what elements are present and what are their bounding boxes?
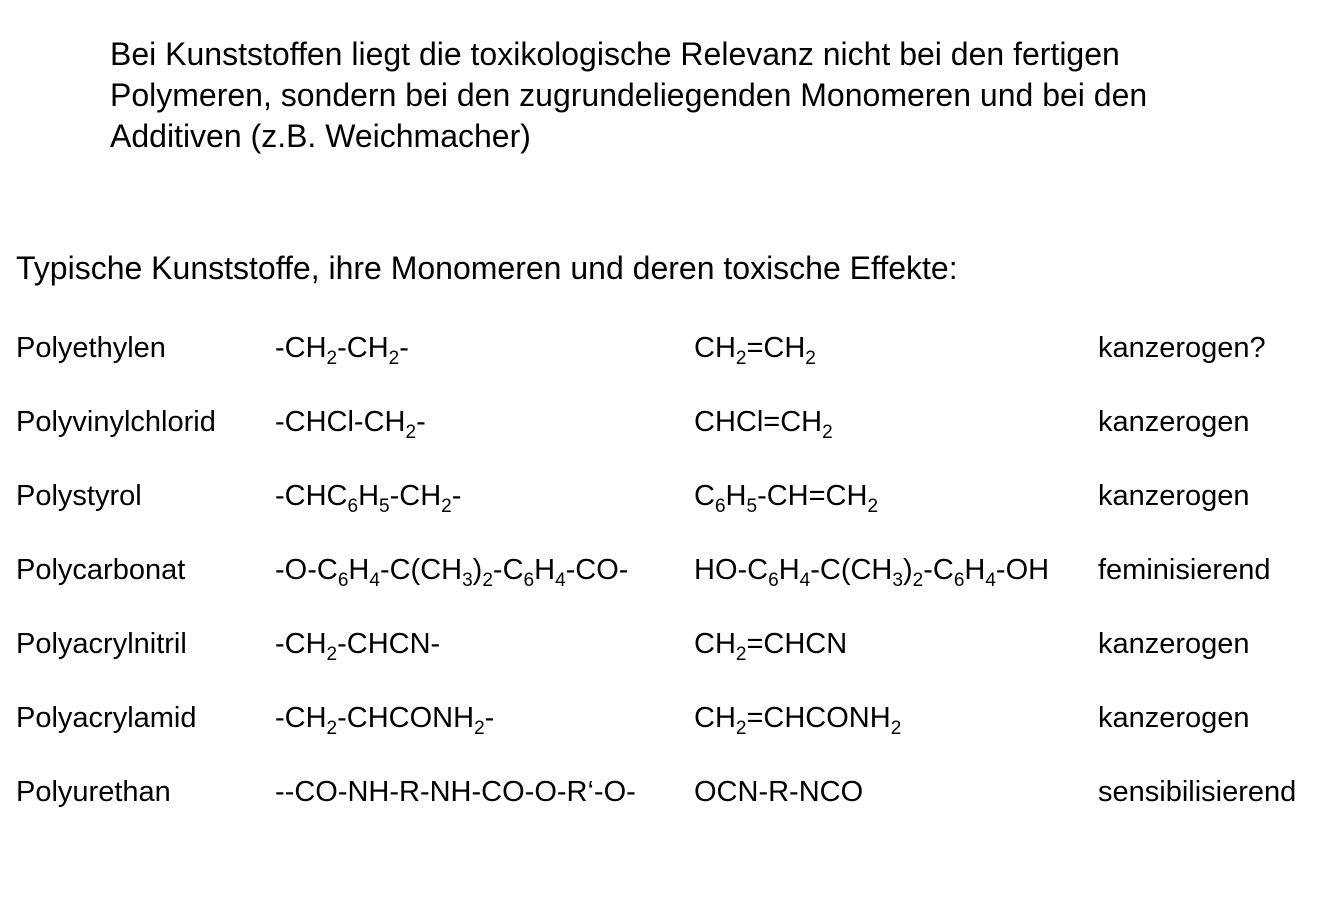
formula-subscript: 2 [326, 644, 338, 665]
formula-subscript: 2 [735, 348, 747, 369]
formula-subscript: 2 [822, 422, 833, 443]
formula-subscript: 4 [985, 570, 996, 591]
toxic-effect: kanzerogen [1098, 480, 1250, 512]
formula-text: -OH [995, 554, 1050, 586]
formula-subscript: 6 [347, 496, 359, 517]
formula-segment [275, 776, 636, 808]
formula-segment [534, 554, 566, 591]
table-heading: Typische Kunststoffe, ihre Monomeren und deren toxische Effekte: [16, 250, 958, 286]
formula-segment [566, 554, 629, 586]
formula-segment [725, 480, 758, 517]
formula-text: OCN-R-NCO [694, 776, 864, 808]
toxic-effect: kanzerogen [1098, 406, 1250, 438]
formula-text: -C(CH [810, 554, 893, 586]
toxic-effect: kanzerogen? [1098, 332, 1266, 364]
monomer-formula [694, 550, 1049, 590]
formula-text: -CHCONH [337, 702, 475, 734]
formula-segment [348, 554, 380, 591]
formula-segment [358, 480, 390, 517]
formula-text: ) [472, 554, 483, 586]
table-row [16, 698, 1326, 772]
formula-text: -CH=CH [757, 480, 868, 512]
formula-subscript: 2 [388, 348, 400, 369]
formula-segment [746, 332, 816, 369]
plastic-name: Polyacrylnitril [16, 628, 187, 660]
formula-subscript: 2 [867, 496, 879, 517]
formula-text: CHCl=CH [694, 406, 823, 438]
formula-subscript: 6 [953, 570, 965, 591]
formula-text: - [451, 480, 462, 512]
polymer-formula [275, 550, 628, 590]
formula-subscript: 2 [482, 570, 493, 591]
formula-text: -CH [389, 480, 442, 512]
plastic-name: Polystyrol [16, 480, 142, 512]
formula-text: -CHC [275, 480, 348, 512]
monomer-formula [694, 698, 901, 738]
formula-segment [337, 332, 400, 369]
formula-text: -CH [275, 702, 327, 734]
polymer-formula [275, 624, 440, 664]
formula-subscript: 3 [462, 570, 473, 591]
formula-text: CH [694, 628, 736, 660]
table-row [16, 624, 1326, 698]
formula-segment [275, 554, 349, 591]
formula-segment [399, 332, 409, 364]
polymer-formula [275, 698, 494, 738]
monomer-formula [694, 476, 878, 516]
formula-text: H [778, 554, 800, 586]
formula-text: H [534, 554, 556, 586]
monomer-formula [694, 402, 833, 442]
table-row [16, 550, 1326, 624]
formula-text: -CO- [565, 554, 629, 586]
formula-text: H [358, 480, 380, 512]
formula-text: -CHCl-CH [275, 406, 406, 438]
formula-subscript: 4 [369, 570, 380, 591]
intro-line: Bei Kunststoffen liegt die toxikologische Relevanz nicht bei den fertigen [110, 36, 1120, 72]
formula-segment [694, 554, 779, 591]
formula-text: -C [492, 554, 524, 586]
formula-segment [746, 628, 847, 660]
formula-segment [964, 554, 996, 591]
table-row [16, 328, 1326, 402]
formula-text: -CH [275, 332, 327, 364]
table-row [16, 476, 1326, 550]
formula-segment [275, 406, 417, 443]
formula-segment [337, 702, 485, 739]
table-row [16, 772, 1326, 846]
formula-segment [694, 480, 726, 517]
formula-text: =CHCN [746, 628, 848, 660]
formula-subscript: 5 [379, 496, 390, 517]
formula-subscript: 6 [768, 570, 779, 591]
formula-segment [275, 480, 359, 517]
formula-subscript: 2 [735, 644, 747, 665]
polymer-formula [275, 772, 636, 812]
formula-text: - [416, 406, 426, 438]
formula-text: - [484, 702, 495, 734]
formula-segment [694, 332, 747, 369]
formula-segment [472, 554, 493, 591]
formula-segment [275, 702, 338, 739]
formula-text: -CH [337, 332, 389, 364]
plastic-name: Polycarbonat [16, 554, 186, 586]
formula-subscript: 6 [523, 570, 535, 591]
formula-subscript: 2 [405, 422, 417, 443]
formula-segment [746, 702, 902, 739]
formula-text: HO-C [694, 554, 769, 586]
formula-subscript: 6 [337, 570, 349, 591]
formula-subscript: 4 [799, 570, 811, 591]
formula-segment [379, 554, 473, 591]
formula-subscript: 2 [326, 718, 338, 739]
formula-text: H [964, 554, 986, 586]
formula-text: CH [694, 702, 736, 734]
plastic-name: Polyacrylamid [16, 702, 197, 734]
formula-segment [275, 628, 338, 665]
formula-segment [810, 554, 903, 591]
formula-text: -CH [275, 628, 327, 660]
formula-text: --CO-NH-R-NH-CO-O-R‘-O- [275, 776, 636, 808]
formula-subscript: 2 [474, 718, 485, 739]
intro-line: Additiven (z.B. Weichmacher) [110, 118, 531, 154]
toxic-effect: kanzerogen [1098, 628, 1250, 660]
formula-subscript: 2 [441, 496, 452, 517]
formula-segment [389, 480, 452, 517]
formula-text: ) [902, 554, 913, 586]
formula-segment [337, 628, 440, 660]
formula-segment [485, 702, 495, 734]
formula-segment [694, 702, 747, 739]
formula-segment [694, 776, 863, 808]
formula-subscript: 2 [326, 348, 338, 369]
formula-segment [778, 554, 811, 591]
formula-text: -C [923, 554, 954, 586]
formula-segment [694, 628, 747, 665]
formula-text: =CHCONH [746, 702, 891, 734]
formula-segment [275, 332, 338, 369]
formula-text: -CHCN- [337, 628, 441, 660]
monomer-formula [694, 624, 847, 664]
formula-text: =CH [746, 332, 806, 364]
formula-text: H [348, 554, 370, 586]
formula-subscript: 2 [890, 718, 902, 739]
formula-segment [923, 554, 965, 591]
formula-subscript: 2 [735, 718, 747, 739]
plastic-name: Polyethylen [16, 332, 166, 364]
polymer-formula [275, 328, 409, 368]
formula-subscript: 2 [912, 570, 924, 591]
formula-text: H [725, 480, 747, 512]
polymer-formula [275, 402, 426, 442]
formula-segment [996, 554, 1049, 586]
formula-text: C [694, 480, 715, 512]
formula-subscript: 2 [805, 348, 816, 369]
formula-subscript: 4 [555, 570, 566, 591]
formula-segment [416, 406, 426, 438]
plastic-name: Polyvinylchlorid [16, 406, 216, 438]
formula-text: CH [694, 332, 736, 364]
monomer-formula [694, 772, 863, 812]
formula-segment [694, 406, 833, 443]
formula-segment [452, 480, 462, 512]
toxic-effect: feminisierend [1098, 554, 1271, 586]
formula-text: -O-C [275, 554, 338, 586]
formula-segment [757, 480, 879, 517]
formula-subscript: 5 [746, 496, 758, 517]
formula-segment [492, 554, 535, 591]
formula-text: - [399, 332, 409, 364]
formula-subscript: 6 [714, 496, 726, 517]
table-row [16, 402, 1326, 476]
plastics-table [16, 328, 1326, 846]
intro-paragraph [110, 34, 1290, 157]
formula-subscript: 3 [892, 570, 903, 591]
plastic-name: Polyurethan [16, 776, 171, 808]
polymer-formula [275, 476, 461, 516]
toxic-effect: sensibilisierend [1098, 776, 1297, 808]
formula-text: -C(CH [379, 554, 463, 586]
formula-segment [902, 554, 924, 591]
toxic-effect: kanzerogen [1098, 702, 1250, 734]
intro-line: Polymeren, sondern bei den zugrundeliegenden Monomeren und bei den [110, 77, 1148, 113]
monomer-formula [694, 328, 816, 368]
